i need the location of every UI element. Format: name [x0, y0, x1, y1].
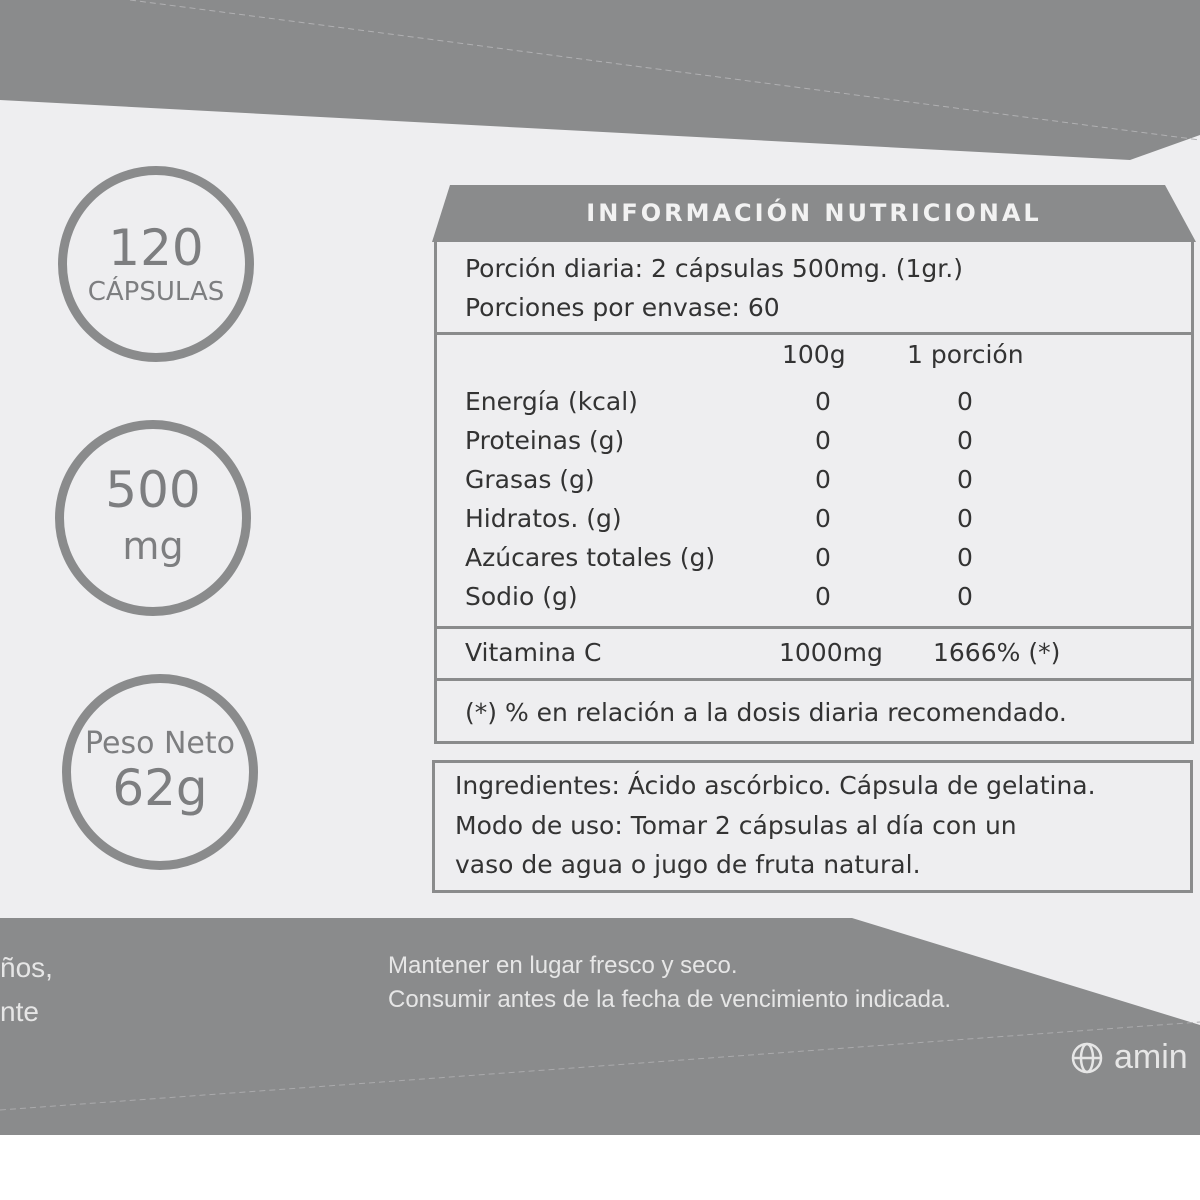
- website: [1070, 1038, 1188, 1077]
- usage-line: Modo de uso: Tomar 2 cápsulas al día con un: [455, 811, 1017, 840]
- col-header-100g: 100g: [782, 340, 846, 369]
- row-per100: 0: [815, 504, 831, 533]
- vitamin-per100: 1000mg: [779, 638, 883, 667]
- row-portion: 0: [957, 465, 973, 494]
- divider: [437, 678, 1191, 681]
- net-weight-value: 62g: [112, 759, 208, 817]
- row-portion: 0: [957, 504, 973, 533]
- bottom-band: [0, 918, 1200, 1135]
- expiry-line: Consumir antes de la fecha de vencimiento indicada.: [388, 986, 951, 1013]
- serving-size: Porción diaria: 2 cápsulas 500mg. (1gr.): [465, 254, 963, 283]
- nutrition-title: INFORMACIÓN NUTRICIONAL: [586, 199, 1042, 227]
- capsule-count: 120: [108, 219, 204, 277]
- divider: [437, 332, 1191, 335]
- net-weight-label: Peso Neto: [84, 726, 235, 761]
- row-name: Energía (kcal): [465, 387, 638, 416]
- nutrition-table: [434, 240, 1194, 744]
- vitamin-name: Vitamina C: [465, 638, 602, 667]
- storage-line: Mantener en lugar fresco y seco.: [388, 952, 738, 979]
- usage-line: vaso de agua o jugo de fruta natural.: [455, 850, 921, 879]
- website-text: amin: [1114, 1038, 1188, 1076]
- vitamin-portion: 1666% (*): [933, 638, 1061, 667]
- ingredients-box: [432, 760, 1193, 893]
- row-per100: 0: [815, 543, 831, 572]
- footnote: (*) % en relación a la dosis diaria recomendado.: [465, 698, 1067, 727]
- globe-icon: [1070, 1041, 1104, 1075]
- row-portion: 0: [957, 387, 973, 416]
- capsule-unit: CÁPSULAS: [87, 277, 225, 307]
- dose-badge: [55, 420, 251, 616]
- row-name: Sodio (g): [465, 582, 578, 611]
- row-name: Proteinas (g): [465, 426, 625, 455]
- row-portion: 0: [957, 543, 973, 572]
- row-per100: 0: [815, 387, 831, 416]
- top-band: [0, 0, 1200, 160]
- row-portion: 0: [957, 582, 973, 611]
- net-weight-badge: [62, 674, 258, 870]
- servings-per-container: Porciones por envase: 60: [465, 293, 780, 322]
- cut-text: ños,: [0, 952, 53, 983]
- row-name: Grasas (g): [465, 465, 595, 494]
- row-name: Hidratos. (g): [465, 504, 622, 533]
- row-portion: 0: [957, 426, 973, 455]
- cut-text: nte: [0, 996, 39, 1027]
- row-per100: 0: [815, 465, 831, 494]
- ingredients-line: Ingredientes: Ácido ascórbico. Cápsula de gelatina.: [455, 771, 1096, 800]
- row-per100: 0: [815, 582, 831, 611]
- dose-unit: mg: [122, 524, 184, 568]
- row-per100: 0: [815, 426, 831, 455]
- col-header-portion: 1 porción: [907, 340, 1024, 369]
- dose-value: 500: [105, 461, 201, 519]
- capsule-count-badge: [58, 166, 254, 362]
- divider: [437, 626, 1191, 629]
- row-name: Azúcares totales (g): [465, 543, 716, 572]
